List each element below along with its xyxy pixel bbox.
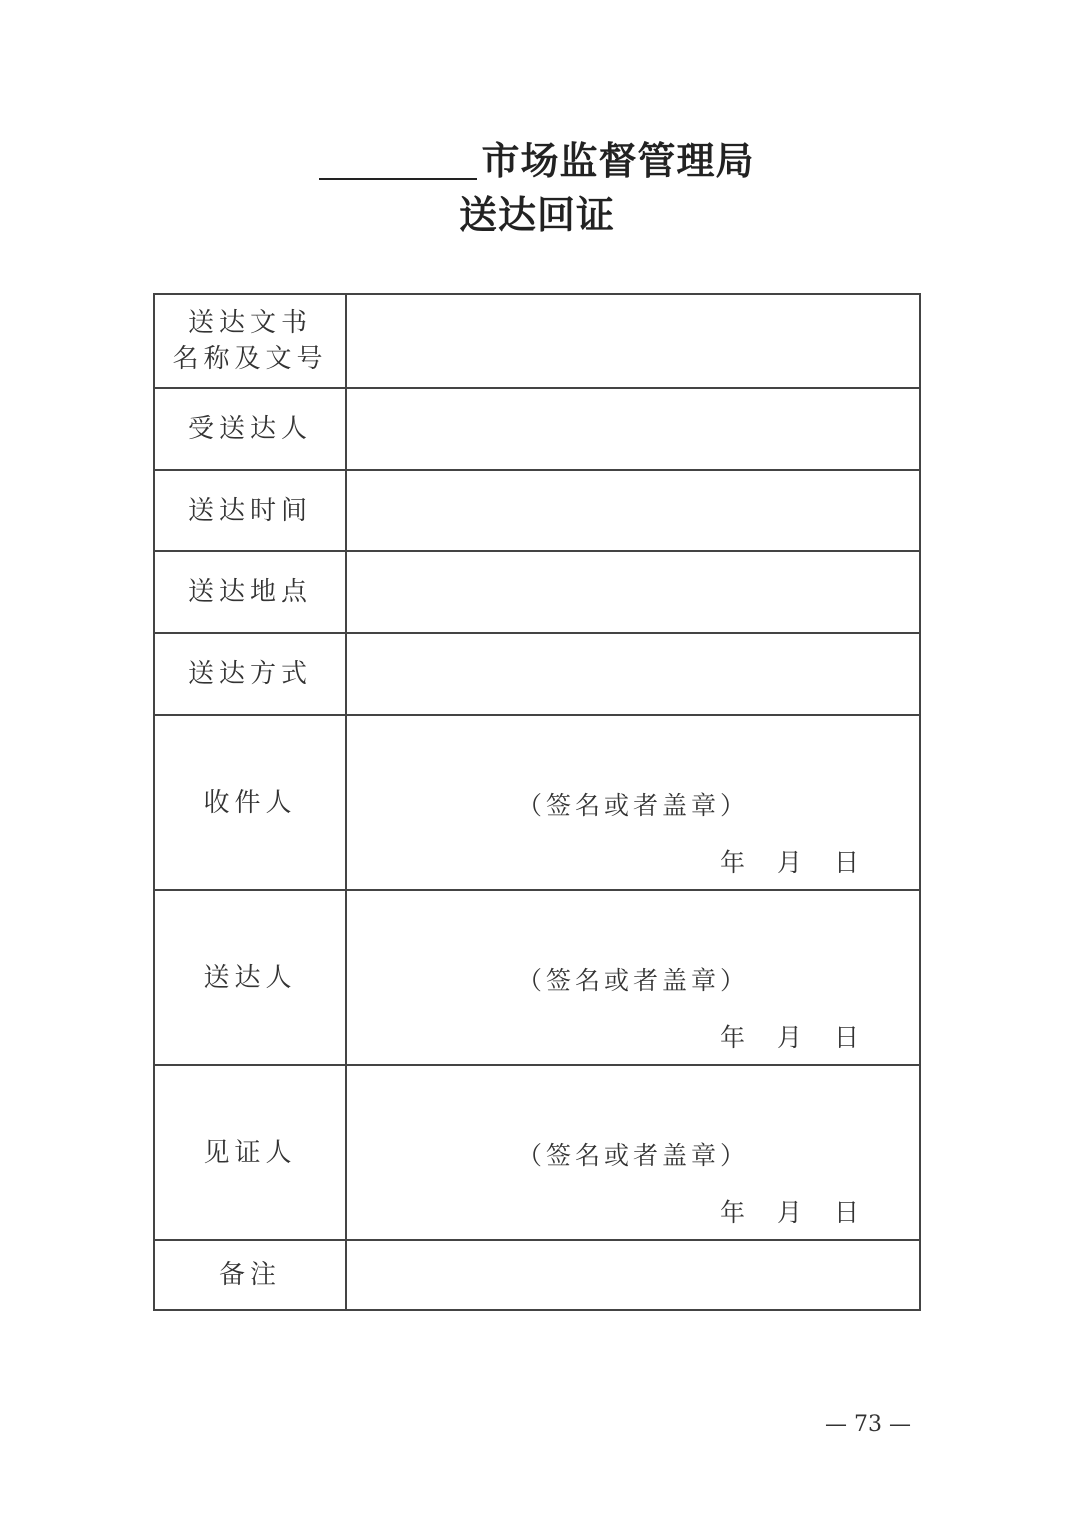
date-month-label: 月 [776, 1198, 802, 1227]
form-row-server [154, 890, 920, 1065]
date-year-label: 年 [719, 1198, 745, 1227]
signature-note: （签名或者盖章） [516, 791, 749, 820]
document-name-label: 送达文书 名称及文号 [154, 294, 346, 388]
recipient-field[interactable] [346, 388, 920, 470]
form-row-receiver [154, 715, 920, 890]
bureau-title: 市场监督管理局 [481, 138, 755, 183]
receiver-label: 收件人 [154, 715, 346, 890]
form-row-service-time [154, 470, 920, 551]
remarks-field[interactable] [346, 1240, 920, 1310]
form-row-service-place [154, 551, 920, 633]
date-year-label: 年 [719, 1023, 745, 1052]
date-month-label: 月 [776, 1023, 802, 1052]
service-place-field[interactable] [346, 551, 920, 633]
bureau-name-blank[interactable] [319, 178, 477, 180]
signature-date [720, 1018, 859, 1054]
signature-note: （签名或者盖章） [516, 966, 749, 995]
witness-label: 见证人 [154, 1065, 346, 1240]
signature-date [720, 1193, 859, 1229]
form-row-service-method [154, 633, 920, 715]
document-title: 送达回证 [458, 192, 615, 237]
service-time-label: 送达时间 [154, 470, 346, 551]
form-row-witness [154, 1065, 920, 1240]
server-signature-field[interactable] [346, 890, 920, 1065]
service-time-field[interactable] [346, 470, 920, 551]
date-year-label: 年 [719, 848, 745, 877]
document-name-field[interactable] [346, 294, 920, 388]
form-row-recipient [154, 388, 920, 470]
date-month-label: 月 [776, 848, 802, 877]
service-method-field[interactable] [346, 633, 920, 715]
remarks-label: 备注 [154, 1240, 346, 1310]
form-row-document-name [154, 294, 920, 388]
server-label: 送达人 [154, 890, 346, 1065]
signature-note: （签名或者盖章） [516, 1141, 749, 1170]
service-place-label: 送达地点 [154, 551, 346, 633]
date-day-label: 日 [833, 1198, 859, 1227]
service-receipt-form [153, 293, 921, 1311]
date-day-label: 日 [833, 848, 859, 877]
signature-date [720, 843, 859, 879]
page-number: — 73 — [825, 1412, 911, 1437]
receiver-signature-field[interactable] [346, 715, 920, 890]
form-row-remarks [154, 1240, 920, 1310]
recipient-label: 受送达人 [154, 388, 346, 470]
service-method-label: 送达方式 [154, 633, 346, 715]
date-day-label: 日 [833, 1023, 859, 1052]
witness-signature-field[interactable] [346, 1065, 920, 1240]
document-title-line1 [0, 136, 1074, 186]
